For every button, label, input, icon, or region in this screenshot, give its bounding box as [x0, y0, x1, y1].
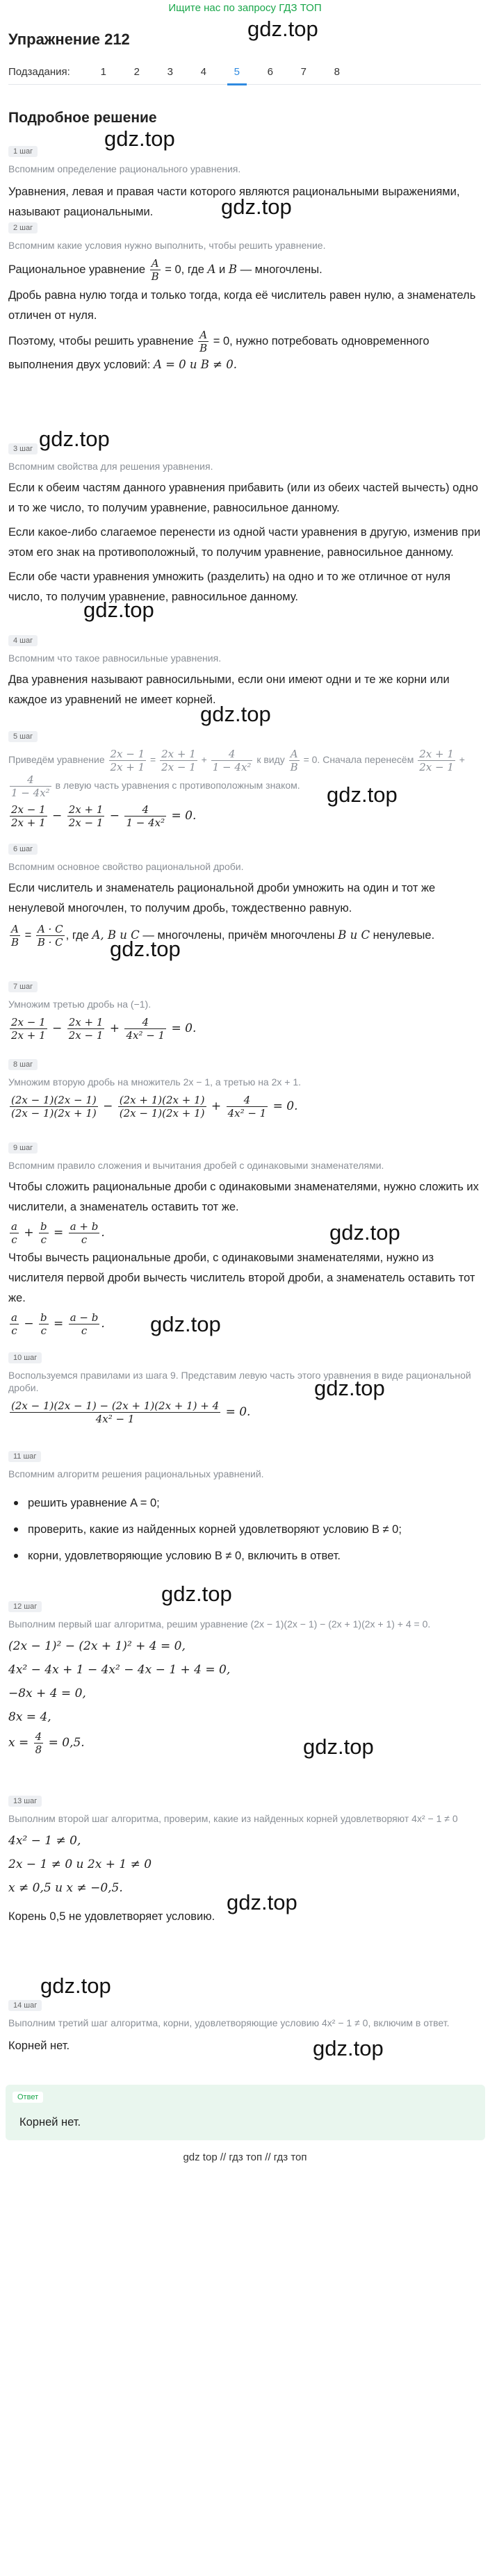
fraction: $\frac{2x - 1}{2x + 1}$ — [11, 1016, 46, 1042]
step-7 — [8, 980, 481, 1042]
equation: $\frac{a}{c}$ − $\frac{b}{c}$ = $\frac{a - b}{c}$ . — [11, 1311, 105, 1337]
step-text: Если к обеим частям данного уравнения прибавить (или из обеих частей вычесть) одно и то же число, то получим уравнение, равносильное данному. — [8, 482, 478, 514]
math-line: x ≠ 0,5 и x ≠ −0,5. — [8, 1881, 123, 1895]
step-hint: Вспомним определение рационального уравнения. — [8, 163, 241, 174]
list-item: решить уравнение A = 0; — [8, 1490, 481, 1516]
solution-title: Подробное решение — [8, 110, 157, 126]
subtasks-nav — [8, 60, 481, 85]
step-2 — [8, 221, 481, 375]
watermark: gdz.top — [227, 1890, 297, 1914]
step-11 — [8, 1450, 481, 1569]
text: к виду — [256, 754, 285, 766]
text: , где — [65, 928, 89, 942]
math-line: 4x² − 1 ≠ 0, — [8, 1834, 81, 1848]
subtask-7[interactable]: 7 — [300, 65, 307, 78]
text: Рациональное уравнение — [8, 263, 146, 276]
step-text: Если числитель и знаменатель рациональной дроби умножить на один и тот же ненулевой многочлен, то получим дробь, тождественно равную. — [8, 882, 436, 914]
fraction: $\frac{4}{\text{4x² − 1}}$ — [227, 1094, 267, 1119]
step-badge: 3 шаг — [8, 443, 38, 454]
step-hint: Вспомним что такое равносильные уравнения. — [8, 653, 222, 664]
watermark: gdz.top — [110, 937, 181, 961]
step-badge: 6 шаг — [8, 844, 38, 855]
math-line: 4x² − 4x + 1 − 4x² − 4x − 1 + 4 = 0, — [8, 1663, 231, 1677]
step-text: Уравнения, левая и правая части которого являются рациональными выражениями, называют рациональными. — [8, 186, 460, 218]
list-item: корни, удовлетворяющие условию B ≠ 0, включить в ответ. — [8, 1543, 481, 1569]
subtasks-label: Подзадания: — [8, 66, 70, 78]
watermark: gdz.top — [104, 126, 175, 151]
fraction: $\frac{4}{8}$ — [35, 1730, 42, 1756]
text: — многочлены. — [240, 263, 322, 276]
step-text: Дробь равна нулю тогда и только тогда, когда её числитель равен нулю, а знаменатель отличен от нуля. — [8, 289, 476, 322]
step-badge: 11 шаг — [8, 1451, 41, 1462]
step-14 — [8, 1999, 481, 2056]
subtask-6[interactable]: 6 — [267, 65, 273, 78]
math-line: (2x − 1)² − (2x + 1)² + 4 = 0, — [8, 1639, 186, 1653]
fraction: $\frac{4}{\text{1 − 4x²}}$ — [11, 773, 50, 799]
math-line: 2x − 1 ≠ 0 и 2x + 1 ≠ 0 — [8, 1857, 152, 1871]
answer-text: Корней нет. — [19, 2116, 81, 2128]
text: ненулевые. — [373, 928, 435, 942]
fraction-a-over-b: $\frac{A}{B}$ — [151, 257, 159, 283]
fraction: $\frac{a - b}{c}$ — [70, 1311, 99, 1337]
step-badge: 9 шаг — [8, 1142, 38, 1154]
answer-badge: Ответ — [13, 2092, 43, 2103]
step-badge: 10 шаг — [8, 1352, 42, 1363]
watermark: gdz.top — [247, 17, 318, 41]
step-hint: Вспомним правило сложения и вычитания дробей с одинаковыми знаменателями. — [8, 1160, 384, 1171]
math: A = 0 и B ≠ 0. — [153, 358, 237, 371]
watermark: gdz.top — [313, 2036, 384, 2060]
step-text: Корней нет. — [8, 2040, 70, 2052]
text: Поэтому, чтобы решить уравнение — [8, 334, 194, 347]
step-line — [8, 257, 481, 283]
step-12 — [8, 1600, 481, 1757]
step-badge: 13 шаг — [8, 1796, 42, 1807]
solution-lines — [8, 1634, 481, 1757]
fraction: $\frac{b}{c}$ — [40, 1311, 47, 1337]
fraction: $\frac{(2x - 1)(2x - 1) - (2x + 1)(2x + 1) + 4}{\text{4x² − 1}}$ — [11, 1400, 220, 1425]
step-text: Два уравнения называют равносильными, если они имеют одни и те же корни или каждое из уравнений не имеет корней. — [8, 673, 450, 706]
step-hint: Умножим третью дробь на (−1). — [8, 999, 152, 1010]
step-text: Чтобы сложить рациональные дроби с одинаковыми знаменателями, нужно сложить их числители, а знаменатель оставить тот же. — [8, 1181, 479, 1213]
text: = 0. Сначала перенесём — [303, 754, 414, 766]
step-10 — [8, 1351, 481, 1426]
subtask-2[interactable]: 2 — [133, 65, 140, 78]
step-hint: Вспомним алгоритм решения рациональных уравнений. — [8, 1468, 264, 1479]
step-hint: Выполним третий шаг алгоритма, корни, удовлетворяющие условию 4x² − 1 ≠ 0, включим в ответ. — [8, 2017, 450, 2028]
step-badge: 2 шаг — [8, 222, 38, 233]
math: A, B и C — [92, 928, 140, 942]
step-3 — [8, 442, 481, 607]
math: x = — [8, 1736, 29, 1750]
step-text: Если какое-либо слагаемое перенести из одной части уравнения в другую, изменив при этом его знак на противоположный, то получим уравнение, равносильное данному. — [8, 526, 481, 559]
watermark: gdz.top — [221, 195, 292, 219]
watermark: gdz.top — [200, 702, 271, 726]
subtask-8[interactable]: 8 — [334, 65, 340, 78]
step-badge: 5 шаг — [8, 731, 38, 742]
text: в левую часть уравнения с противоположным знаком. — [55, 780, 300, 791]
list-item: проверить, какие из найденных корней удовлетворяют условию B ≠ 0; — [8, 1516, 481, 1543]
fraction: $\frac{a}{c}$ — [11, 1220, 17, 1246]
text: = 0, нужно потребовать одновременного выполнения двух условий: — [8, 334, 430, 371]
watermark: gdz.top — [161, 1582, 232, 1606]
step-hint: Умножим вторую дробь на множитель 2x − 1, а третью на 2x + 1. — [8, 1076, 302, 1088]
step-6 — [8, 842, 481, 949]
watermark: gdz.top — [329, 1220, 400, 1245]
text: — многочлены, причём многочлены — [142, 928, 335, 942]
step-5 — [8, 730, 481, 830]
watermark: gdz.top — [314, 1376, 385, 1400]
fraction: $\frac{2x - 1}{2x + 1}$ — [11, 803, 46, 829]
algorithm-list — [8, 1490, 481, 1569]
step-9 — [8, 1141, 481, 1338]
step-badge: 1 шаг — [8, 146, 38, 157]
subtask-3[interactable]: 3 — [167, 65, 173, 78]
watermark: gdz.top — [83, 598, 154, 622]
step-badge: 7 шаг — [8, 981, 38, 992]
step-8 — [8, 1058, 481, 1120]
step-hint: Приведём уравнение $\frac{2x - 1}{2x + 1}$ = $\frac{2x + 1}{2x - 1}$ + $\frac{4}{\text{1 − 4x²}}$ к виду $\frac{A}{B}$ = 0. Сначала перенесём $\frac{2x + 1}{2x - 1}$ + $\frac{4}{\text{1 − 4x²}}$ в левую часть уравнения с противоположным знаком. — [8, 748, 465, 799]
watermark: gdz.top — [39, 427, 110, 451]
fraction: $\frac{(2x + 1)(2x + 1)}{(2x - 1)(2x + 1)}$ — [119, 1094, 205, 1119]
subtask-5-active[interactable]: 5 — [220, 60, 254, 85]
fraction: $\frac{a}{c}$ — [11, 1311, 17, 1337]
step-text: Если обе части уравнения умножить (разделить) на одно и то же отличное от нуля число, то получим уравнение, равносильное данному. — [8, 571, 451, 603]
math: A — [207, 262, 216, 276]
fraction: $\frac{A}{B}$ — [290, 748, 298, 773]
solution-lines — [8, 1829, 481, 1900]
fraction: $\frac{A \cdot C}{B \cdot C}$ — [37, 923, 63, 949]
watermark: gdz.top — [327, 782, 398, 807]
watermark: gdz.top — [40, 1974, 111, 1998]
answer-box — [6, 2085, 485, 2140]
subtask-4[interactable]: 4 — [200, 65, 206, 78]
step-badge: 8 шаг — [8, 1059, 38, 1070]
fraction: $\frac{2x + 1}{2x - 1}$ — [68, 803, 104, 829]
equation: $\frac{a}{c}$ + $\frac{b}{c}$ = $\frac{a + b}{c}$ . — [11, 1220, 105, 1246]
text: и — [219, 263, 226, 276]
page-title: Упражнение 212 — [8, 31, 130, 48]
fraction-a-over-b: $\frac{A}{B}$ — [199, 329, 208, 354]
step-4 — [8, 634, 481, 710]
fraction: $\frac{4}{\text{4x² − 1}}$ — [126, 1016, 165, 1042]
equation: $\frac{(2x - 1)(2x - 1)}{(2x - 1)(2x + 1)}$ − $\frac{(2x + 1)(2x + 1)}{(2x - 1)(2x + 1)}$ + $\frac{4}{\text{4x² − 1}}$ = 0. — [11, 1094, 298, 1119]
text: Приведём уравнение — [8, 754, 105, 766]
math: B — [228, 262, 237, 276]
subtask-1[interactable]: 1 — [100, 65, 106, 78]
step-line: $\frac{A}{B}$ = $\frac{A \cdot C}{B \cdot C}$ , где A, B и C — многочлены, причём многочлены B и C ненулевые. — [11, 923, 435, 949]
step-badge: 4 шаг — [8, 635, 38, 646]
math-line: 8x = 4, — [8, 1710, 51, 1724]
fraction: $\frac{2x - 1}{2x + 1}$ — [110, 748, 145, 773]
step-text: Чтобы вычесть рациональные дроби, с одинаковыми знаменателями, нужно из числителя первой дроби вычесть числитель второй дроби, а знаменатель оставить тот же. — [8, 1252, 475, 1304]
fraction: $\frac{2x + 1}{2x - 1}$ — [419, 748, 454, 773]
fraction: $\frac{4}{\text{1 − 4x²}}$ — [126, 803, 165, 829]
step-badge: 12 шаг — [8, 1601, 42, 1612]
step-text: Корень 0,5 не удовлетворяет условию. — [8, 1910, 215, 1923]
step-hint: Воспользуемся правилами из шага 9. Представим левую часть этого уравнения в виде рациональной дроби. — [8, 1370, 471, 1393]
watermark: gdz.top — [303, 1734, 374, 1759]
watermark: gdz.top — [150, 1312, 221, 1336]
fraction: $\frac{b}{c}$ — [40, 1220, 47, 1246]
fraction: $\frac{4}{\text{1 − 4x²}}$ — [212, 748, 252, 773]
fraction: $\frac{a + b}{c}$ — [70, 1220, 99, 1246]
math: B и C — [338, 928, 370, 942]
promo-banner[interactable]: Ищите нас по запросу ГДЗ ТОП — [168, 2, 322, 14]
fraction: $\frac{(2x - 1)(2x - 1)}{(2x - 1)(2x + 1)}$ — [11, 1094, 97, 1119]
step-hint: Вспомним какие условия нужно выполнить, чтобы решить уравнение. — [8, 240, 326, 251]
step-hint: Вспомним свойства для решения уравнения. — [8, 461, 213, 472]
fraction: $\frac{2x + 1}{2x - 1}$ — [161, 748, 196, 773]
text: = 0, где — [165, 263, 204, 276]
math-line: −8x + 4 = 0, — [8, 1687, 86, 1700]
step-hint: Вспомним основное свойство рациональной дроби. — [8, 861, 244, 872]
step-badge: 14 шаг — [8, 2000, 42, 2011]
step-hint: Выполним первый шаг алгоритма, решим уравнение (2x − 1)(2x − 1) − (2x + 1)(2x + 1) + 4 = 0. — [8, 1618, 431, 1630]
math: = 0,5. — [48, 1736, 85, 1750]
footer-links[interactable]: gdz top // гдз топ // гдз топ — [183, 2151, 307, 2163]
fraction: $\frac{A}{B}$ — [11, 923, 19, 949]
step-line — [8, 329, 481, 375]
equation: $\frac{(2x - 1)(2x - 1) - (2x + 1)(2x + 1) + 4}{\text{4x² − 1}}$ = 0. — [11, 1400, 251, 1425]
step-hint: Выполним второй шаг алгоритма, проверим, какие из найденных корней удовлетворяют 4x² − 1 ≠ 0 — [8, 1813, 458, 1824]
equation: $\frac{2x - 1}{2x + 1}$ − $\frac{2x + 1}{2x - 1}$ + $\frac{4}{\text{4x² − 1}}$ = 0. — [11, 1016, 197, 1042]
fraction: $\frac{2x + 1}{2x - 1}$ — [68, 1016, 104, 1042]
math-line — [8, 1729, 481, 1757]
equation: $\frac{2x - 1}{2x + 1}$ − $\frac{2x + 1}{2x - 1}$ − $\frac{4}{\text{1 − 4x²}}$ = 0. — [11, 803, 197, 829]
